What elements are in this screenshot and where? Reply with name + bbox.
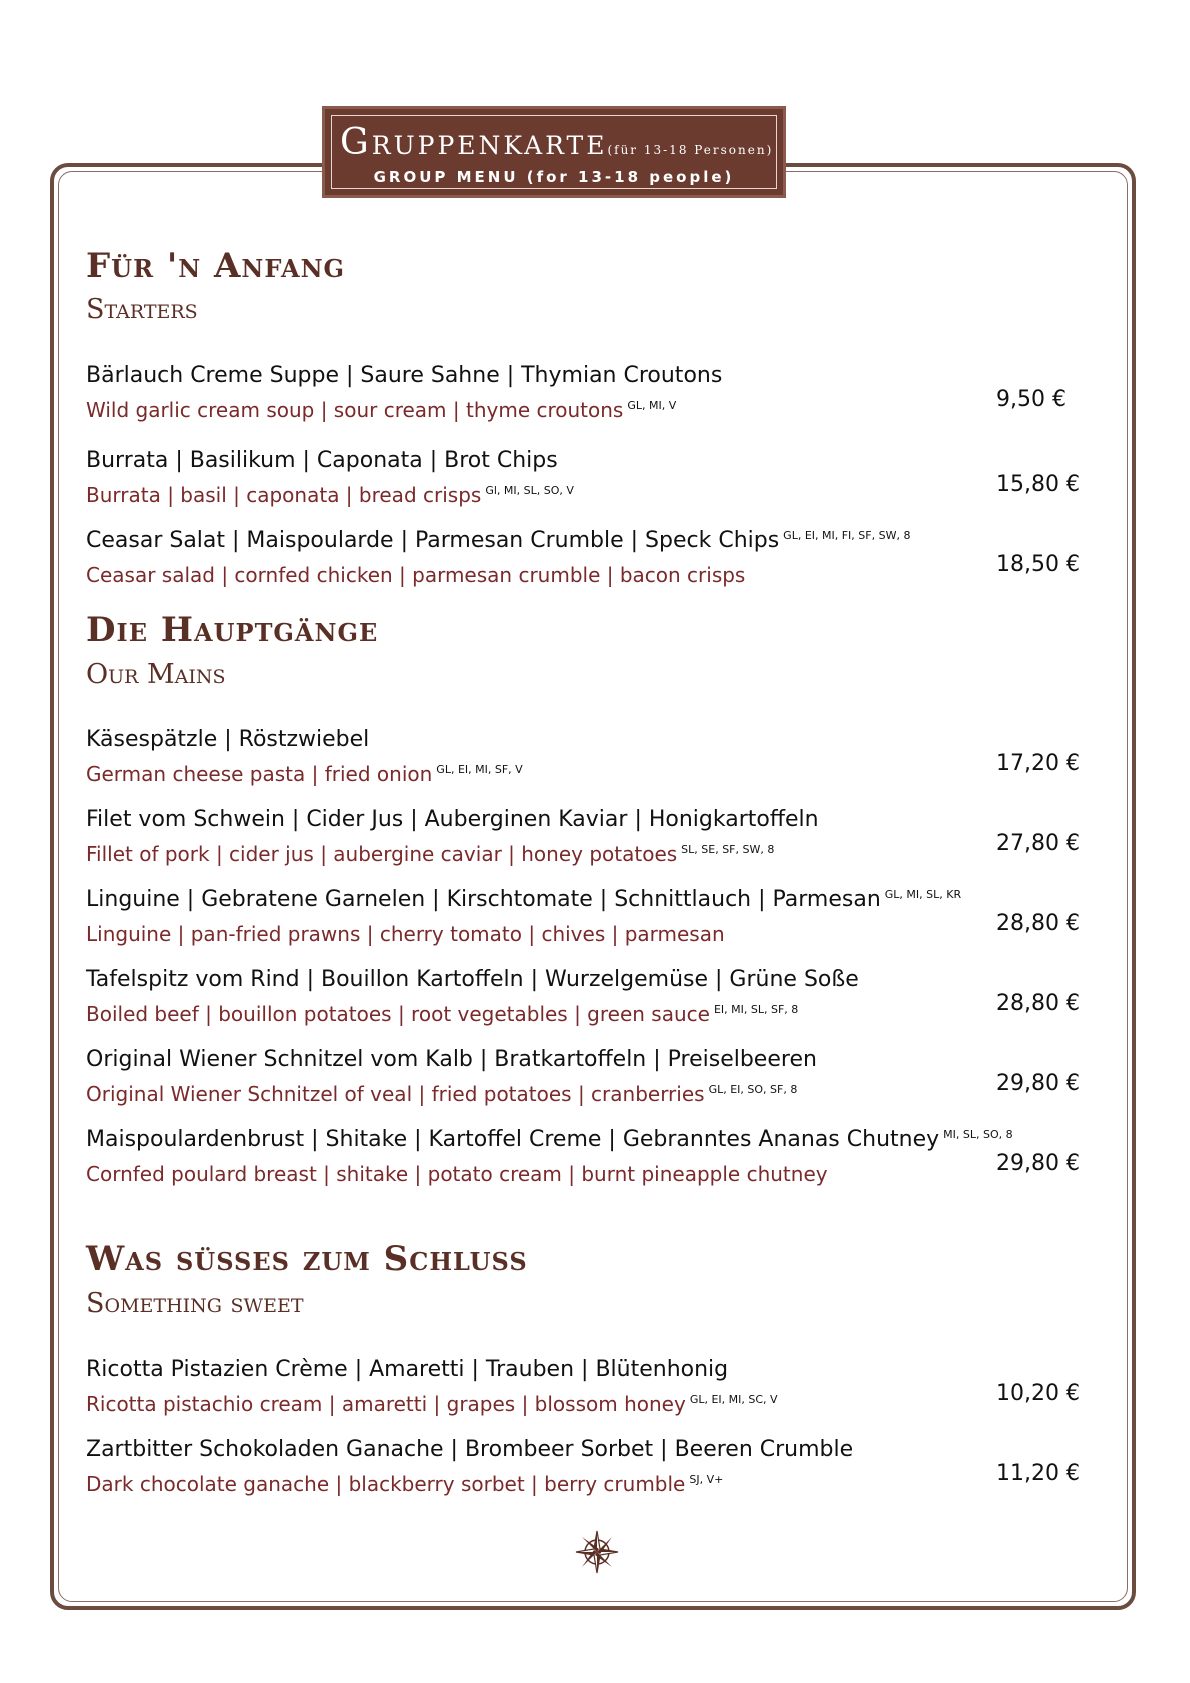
item-name-en: Ceasar salad | cornfed chicken | parmesan crumble | bacon crisps <box>86 563 746 587</box>
item-name-de: Tafelspitz vom Rind | Bouillon Kartoffeln | Wurzelgemüse | Grüne Soße <box>86 967 859 992</box>
menu-title-line <box>340 122 773 163</box>
item-price: 29,80 € <box>996 1151 1080 1176</box>
item-name-en: Original Wiener Schnitzel of veal | fried potatoes | cranberries $^{GL, EI, SO, SF, 8}$ <box>86 1082 798 1106</box>
menu-header <box>322 106 786 198</box>
item-price: 11,20 € <box>996 1461 1080 1486</box>
item-name-en: Burrata | basil | caponata | bread crisps $^{Gl, MI, SL, SO, V}$ <box>86 483 574 507</box>
item-name-en: Cornfed poulard breast | shitake | potato cream | burnt pineapple chutney <box>86 1162 828 1186</box>
menu-title: Gruppenkarte <box>340 122 608 163</box>
section-subtitle-mains: Our Mains <box>86 659 226 690</box>
menu-item <box>86 720 1010 789</box>
item-name-de: Original Wiener Schnitzel vom Kalb | Bratkartoffeln | Preiselbeeren <box>86 1047 817 1072</box>
item-name-de: Maispoulardenbrust | Shitake | Kartoffel Creme | Gebranntes Ananas Chutney $^{MI, SL, SO, 8}$ <box>86 1127 1013 1152</box>
item-price: 28,80 € <box>996 991 1080 1016</box>
item-name-en: Dark chocolate ganache | blackberry sorbet | berry crumble $^{SJ, V+}$ <box>86 1472 724 1496</box>
section-title-mains: Die Hauptgänge <box>86 610 379 650</box>
item-price: 15,80 € <box>996 472 1080 497</box>
menu-item <box>86 1350 1010 1419</box>
item-name-de: Bärlauch Creme Suppe | Saure Sahne | Thymian Croutons <box>86 363 723 388</box>
menu-item <box>86 960 1010 1029</box>
section-title-dessert: Was süsses zum Schluss <box>86 1239 528 1279</box>
item-price: 9,50 € <box>996 387 1066 412</box>
item-price: 10,20 € <box>996 1381 1080 1406</box>
item-name-en: Fillet of pork | cider jus | aubergine caviar | honey potatoes $^{SL, SE, SF, SW, 8}$ <box>86 842 775 866</box>
compass-rose-icon <box>575 1530 619 1574</box>
item-name-en: Ricotta pistachio cream | amaretti | grapes | blossom honey $^{GL, EI, MI, SC, V}$ <box>86 1392 778 1416</box>
menu-item <box>86 356 1010 425</box>
item-name-de: Ricotta Pistazien Crème | Amaretti | Trauben | Blütenhonig <box>86 1357 729 1382</box>
menu-item <box>86 880 1010 949</box>
item-name-en: German cheese pasta | fried onion $^{GL, EI, MI, SF, V}$ <box>86 762 523 786</box>
item-name-de: Burrata | Basilikum | Caponata | Brot Chips <box>86 448 558 473</box>
item-name-en: Boiled beef | bouillon potatoes | root vegetables | green sauce $^{EI, MI, SL, SF, 8}$ <box>86 1002 799 1026</box>
item-name-de: Ceasar Salat | Maispoularde | Parmesan Crumble | Speck Chips $^{GL, EI, MI, FI, SF, SW, 8}$ <box>86 528 911 553</box>
section-subtitle-starters: Starters <box>86 294 198 325</box>
section-title-starters: Für 'n Anfang <box>86 246 346 286</box>
menu-item <box>86 1120 1013 1189</box>
menu-item <box>86 800 1010 869</box>
item-name-de: Linguine | Gebratene Garnelen | Kirschtomate | Schnittlauch | Parmesan $^{GL, MI, SL, KR}$ <box>86 887 962 912</box>
menu-title-suffix: (für 13-18 Personen) <box>607 143 774 157</box>
menu-subtitle: GROUP MENU (for 13-18 people) <box>373 168 735 186</box>
section-subtitle-dessert: Something sweet <box>86 1288 304 1319</box>
menu-item <box>86 1040 1010 1109</box>
menu-item <box>86 441 1010 510</box>
item-price: 27,80 € <box>996 831 1080 856</box>
item-name-en: Linguine | pan-fried prawns | cherry tomato | chives | parmesan <box>86 922 725 946</box>
item-price: 28,80 € <box>996 911 1080 936</box>
item-name-de: Käsespätzle | Röstzwiebel <box>86 727 370 752</box>
item-price: 29,80 € <box>996 1071 1080 1096</box>
menu-item <box>86 1430 1010 1499</box>
menu-item <box>86 521 1010 590</box>
item-name-de: Filet vom Schwein | Cider Jus | Auberginen Kaviar | Honigkartoffeln <box>86 807 819 832</box>
item-price: 17,20 € <box>996 751 1080 776</box>
item-name-en: Wild garlic cream soup | sour cream | thyme croutons $^{GL, MI, V}$ <box>86 398 677 422</box>
item-name-de: Zartbitter Schokoladen Ganache | Brombeer Sorbet | Beeren Crumble <box>86 1437 854 1462</box>
item-price: 18,50 € <box>996 552 1080 577</box>
menu-header-inner <box>331 115 777 189</box>
